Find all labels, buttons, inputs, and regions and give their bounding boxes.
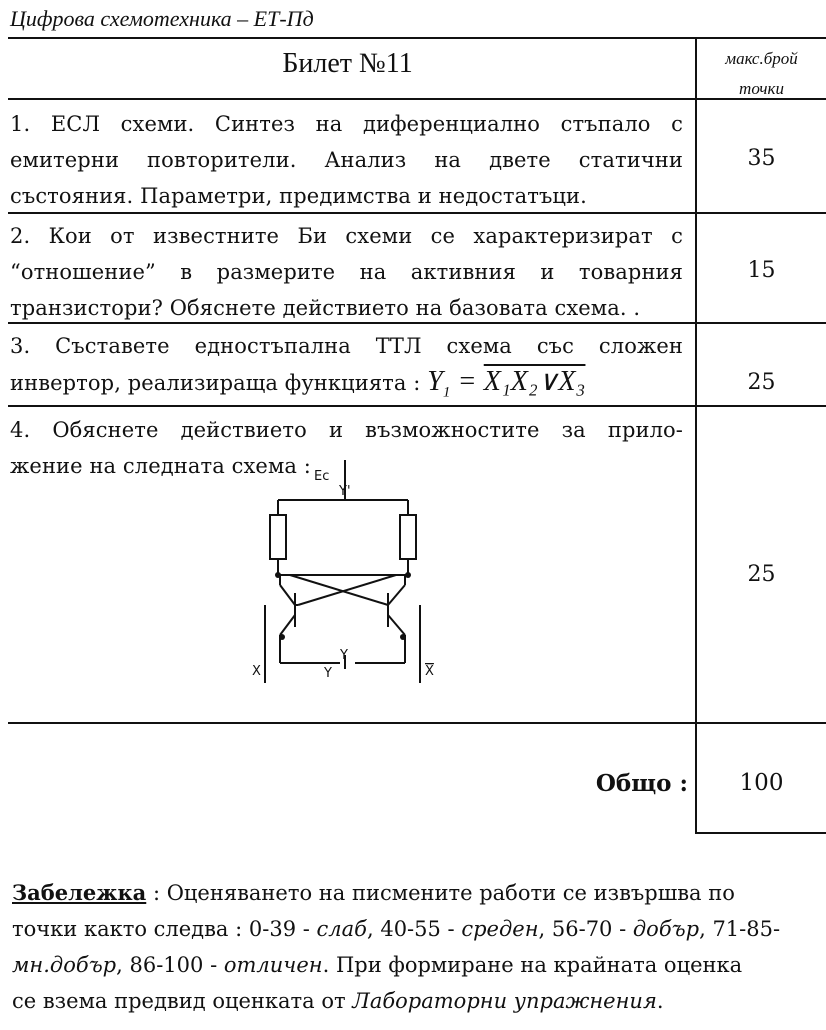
question-3-formula: $Y_1$ = X₁X₂∨X₃ — [427, 366, 586, 401]
flip-flop-circuit-diagram — [240, 455, 470, 695]
total-box-bottom — [695, 832, 826, 834]
right-resistor — [400, 515, 416, 559]
grade-3: добър — [632, 917, 700, 941]
question-3-points: 25 — [747, 370, 776, 395]
total-label: Общо : — [595, 770, 688, 797]
note-line4-start: се взема предвид оценката от — [12, 989, 353, 1013]
row-divider-4 — [8, 722, 826, 724]
note-line-4 — [12, 983, 826, 1019]
question-2-line-2: “отношение” в размерите на активния и товарния — [10, 260, 683, 284]
question-4-points: 25 — [747, 562, 776, 587]
question-2-points: 15 — [747, 258, 776, 283]
grade-4: мн.добър — [12, 953, 117, 977]
question-2-line-3: транзистори? Обяснете действието на базовата схема. . — [10, 296, 641, 320]
top-output-label: Y' — [339, 484, 351, 499]
note-range-2: , 40-55 - — [366, 917, 462, 941]
grade-5: отличен — [223, 953, 323, 977]
question-3-line-1: 3. Съставете едностъпална ТТЛ схема със сложен — [10, 334, 683, 358]
question-2-line-1: 2. Кои от известните Би схеми се характеризират с — [10, 224, 683, 248]
points-header — [697, 44, 826, 104]
points-header-line1: макс.брой — [725, 49, 798, 68]
question-1-line-2: емитерни повторители. Анализ на двете статични — [10, 148, 683, 172]
question-1-line-1: 1. ЕСЛ схеми. Синтез на диференциално стъпало с — [10, 112, 683, 136]
formula-lhs: Y — [427, 366, 443, 397]
points-header-line2: точки — [739, 79, 784, 98]
note-lab: Лабораторни упражнения — [352, 989, 657, 1013]
total-value: 100 — [739, 770, 784, 796]
cross-wire-1 — [290, 575, 388, 605]
question-1 — [10, 106, 683, 214]
question-1-points: 35 — [747, 146, 776, 171]
note-line4-end: . — [656, 989, 664, 1013]
note-range-4: , 71-85- — [699, 917, 781, 941]
note-range-3: , 56-70 - — [538, 917, 633, 941]
left-input-label: X — [252, 664, 261, 679]
note-line1-rest: : Оценяването на писмените работи се извършва по — [146, 881, 735, 905]
question-3-line-2: инвертор, реализираща функцията : — [10, 371, 421, 395]
question-4-line-2: жение на следната схема : — [10, 454, 311, 478]
question-3 — [10, 328, 683, 411]
left-resistor — [270, 515, 286, 559]
formula-lhs-sub: 1 — [442, 384, 451, 401]
formula-rhs: X₁X₂∨X₃ — [483, 366, 586, 397]
grade-2: среден — [461, 917, 539, 941]
note-line2-start: точки както следва : 0-39 - — [12, 917, 317, 941]
ticket-title: Билет №11 — [282, 48, 413, 79]
cross-wire-2 — [298, 575, 396, 605]
note-label: Забележка — [12, 880, 147, 905]
question-2 — [10, 218, 683, 326]
note-line-2 — [12, 911, 826, 947]
right-input-label: X — [425, 664, 434, 679]
bottom-output-label-2: Y — [324, 666, 332, 681]
question-1-line-3: състояния. Параметри, предимства и недостатъци. — [10, 184, 587, 208]
grading-note — [12, 875, 826, 1019]
question-3-line-2-wrap — [10, 364, 683, 411]
question-4-line-1: 4. Обяснете действието и възможностите за прило- — [10, 418, 683, 442]
supply-label: Ec — [314, 469, 330, 484]
note-line3-rest: . При формиране на крайната оценка — [322, 953, 743, 977]
note-line-3 — [12, 947, 826, 983]
bottom-output-label: Y — [340, 648, 348, 663]
header-divider — [8, 37, 826, 39]
note-range-5: , 86-100 - — [116, 953, 224, 977]
course-title: Цифрова схемотехника – ЕТ-Пд — [10, 6, 314, 31]
note-line-1 — [12, 875, 826, 911]
grade-1: слаб — [316, 917, 367, 941]
